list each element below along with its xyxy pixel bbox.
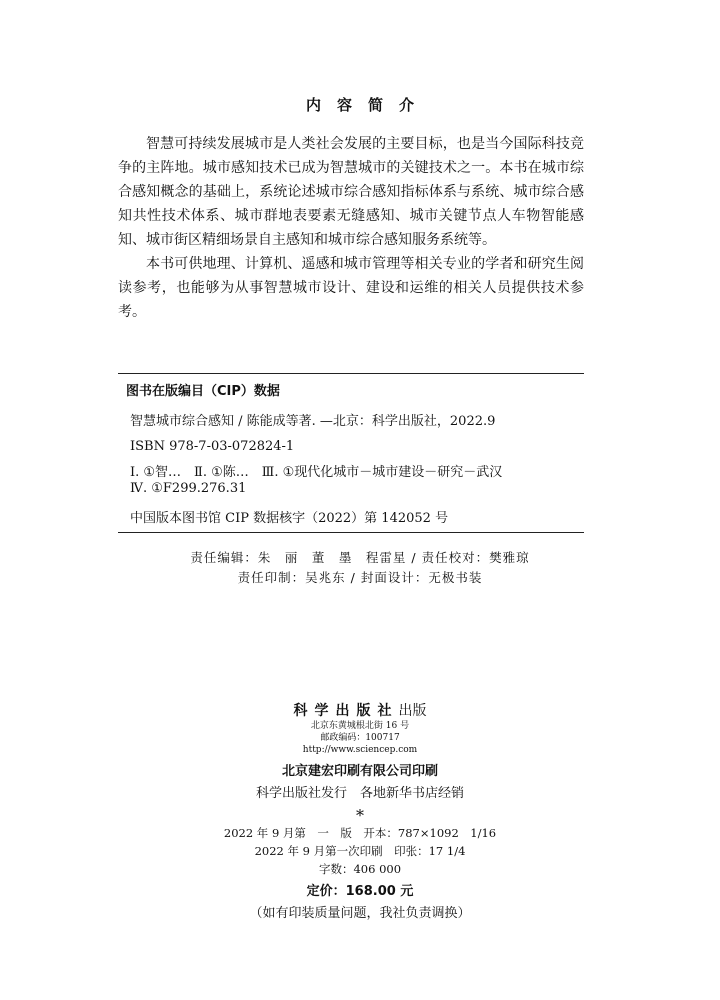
cip-classification: Ⅳ. ①F299.276.31 — [130, 481, 247, 496]
cip-classification: Ⅰ. ①智… Ⅱ. ①陈… Ⅲ. ①现代化城市－城市建设－研究－武汉 — [130, 465, 503, 480]
publisher-website: http://www.sciencep.com — [302, 745, 418, 755]
price: 定价：168.00 元 — [306, 884, 414, 899]
cip-isbn: ISBN 978-7-03-072824-1 — [130, 439, 295, 454]
publication-info — [0, 700, 720, 921]
publisher-suffix: 出版 — [398, 703, 427, 719]
cip-data-block — [118, 373, 584, 533]
printer: 北京建宏印刷有限公司印刷 — [281, 764, 438, 779]
cip-record-number: 中国版本图书馆 CIP 数据核字（2022）第 142052 号 — [130, 511, 449, 526]
publisher-postcode: 邮政编码：100717 — [320, 733, 400, 743]
publisher — [0, 700, 720, 720]
intro-text — [118, 132, 584, 324]
editor-line: 责任印制：吴兆东 / 封面设计：无极书装 — [237, 570, 483, 585]
distribution: 科学出版社发行 各地新华书店经销 — [255, 786, 464, 801]
editor-line: 责任编辑：朱 丽 董 墨 程雷星 / 责任校对：樊雅琼 — [190, 550, 530, 565]
publisher-address: 北京东黄城根北街 16 号 — [310, 721, 410, 731]
printing-sheets: 2022 年 9 月第一次印刷 印张：17 1/4 — [254, 844, 466, 858]
edition-format: 2022 年 9 月第 一 版 开本：787×1092 1/16 — [223, 826, 497, 840]
cip-title: 图书在版编目（CIP）数据 — [126, 384, 280, 399]
quality-notice: （如有印装质量问题，我社负责调换） — [249, 906, 471, 921]
word-count: 字数：406 000 — [318, 862, 402, 876]
separator-asterisk: * — [356, 806, 364, 825]
publisher-name: 科学出版社 — [293, 703, 399, 719]
intro-paragraph: 本书可供地理、计算机、遥感和城市管理等相关专业的学者和研究生阅读参考，也能够为从事智慧城市设计、建设和运维的相关人员提供技术参考。 — [118, 256, 584, 320]
editor-credits — [0, 548, 720, 588]
cip-citation: 智慧城市综合感知 / 陈能成等著. —北京：科学出版社，2022.9 — [130, 414, 496, 429]
intro-title: 内容简介 — [305, 96, 430, 114]
intro-paragraph: 智慧可持续发展城市是人类社会发展的主要目标，也是当今国际科技竞争的主阵地。城市感知技术已成为智慧城市的关键技术之一。本书在城市综合感知概念的基础上，系统论述城市综合感知指标体系与系统、城市综合感知共性技术体系、城市群地表要素无缝感知、城市关键节点人车物智能感知、城市街区精细场景自主感知和城市综合感知服务系统等。 — [118, 136, 584, 248]
